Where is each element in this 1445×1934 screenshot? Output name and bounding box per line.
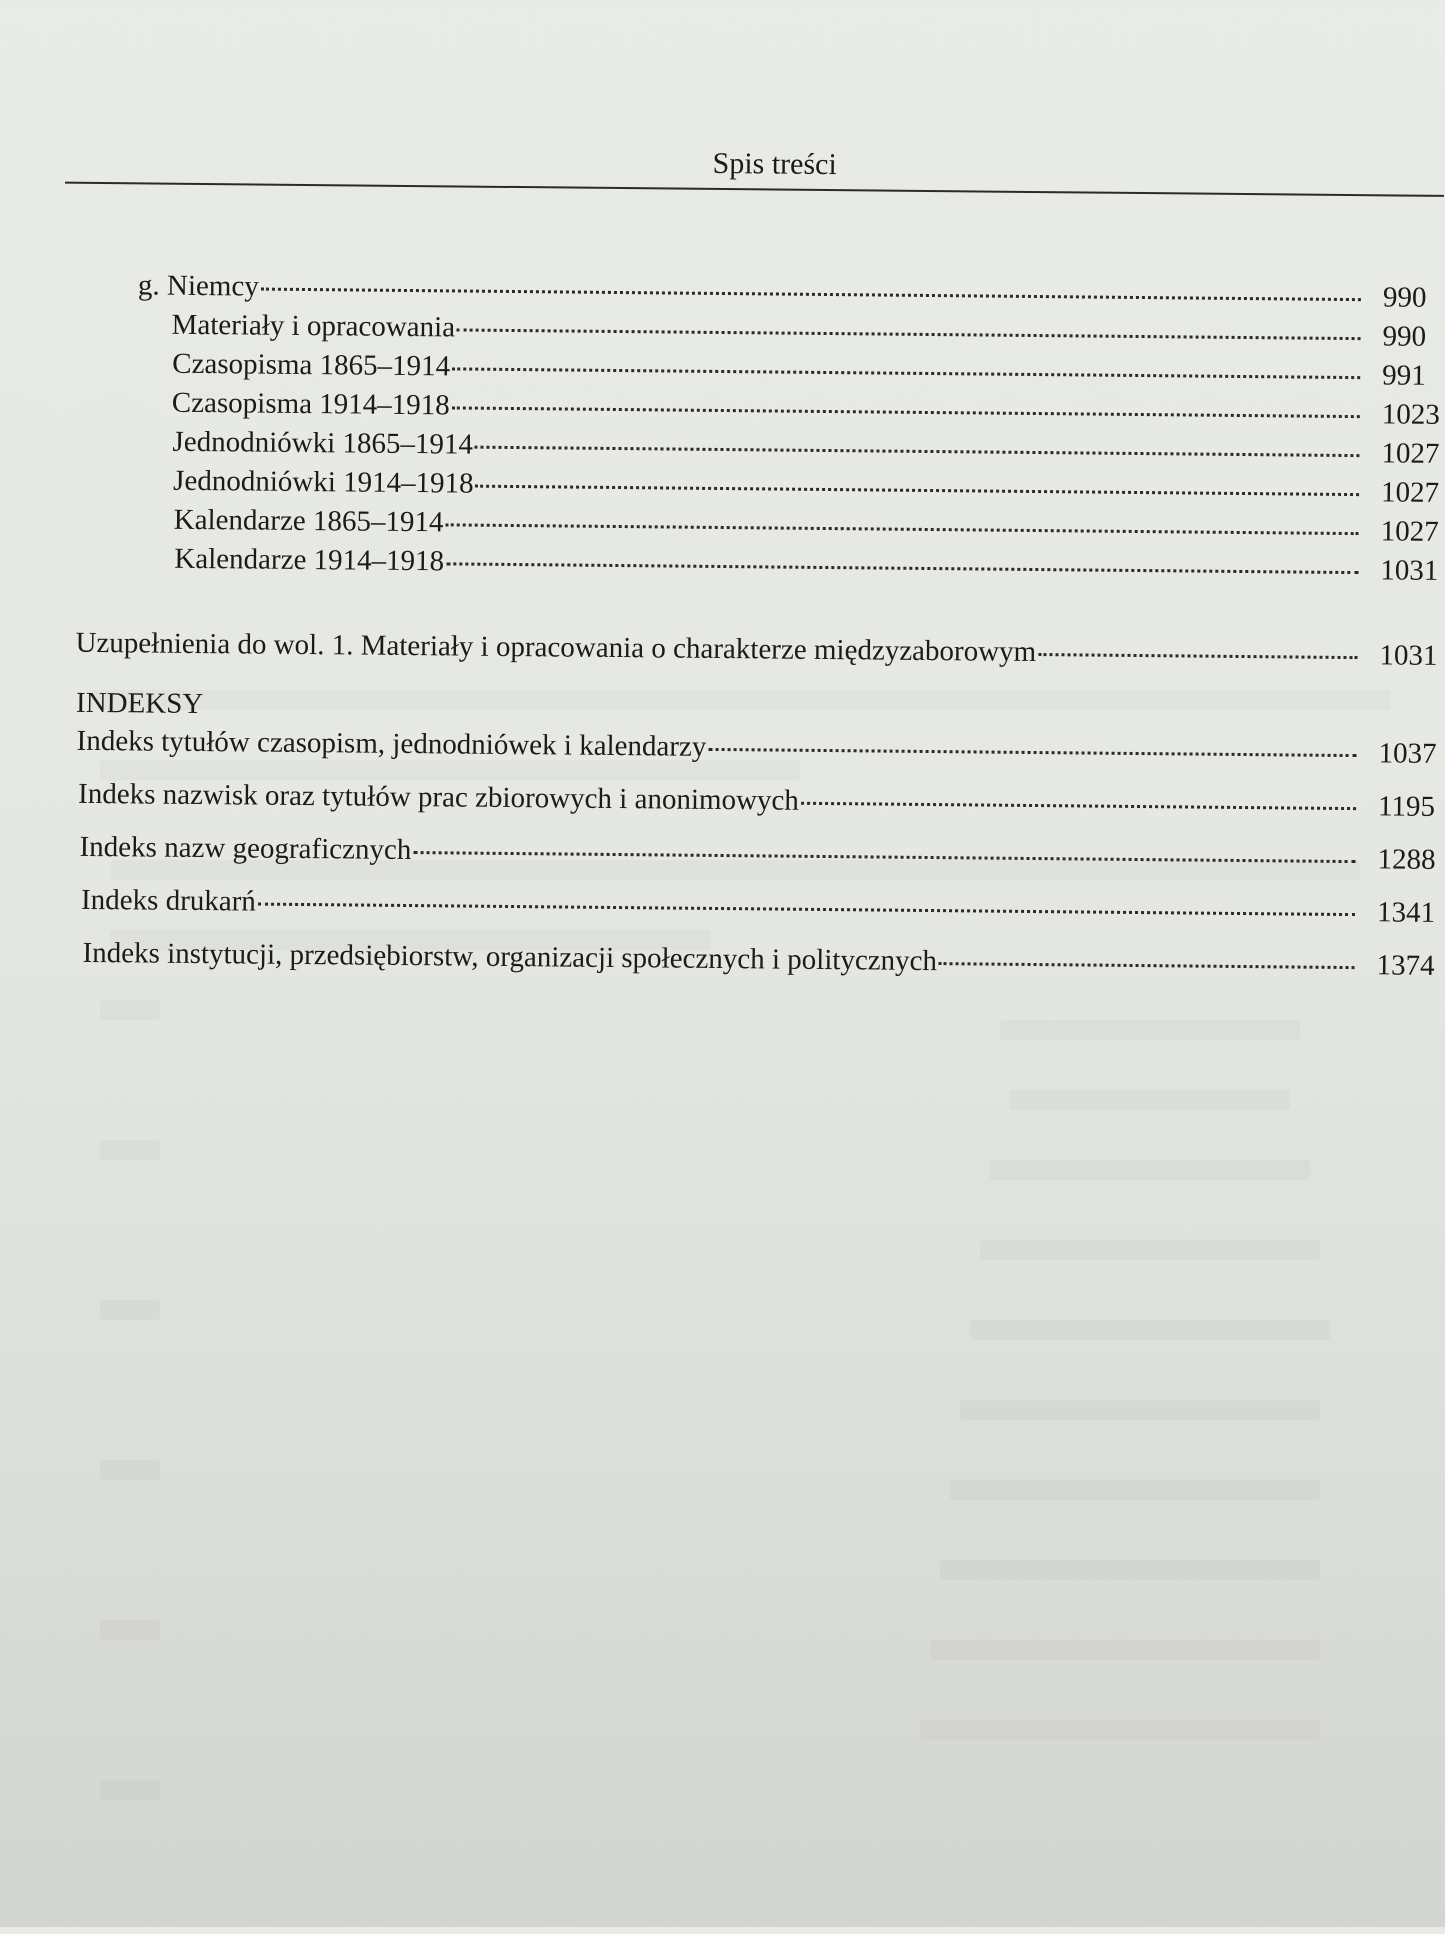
toc-entry-page: 1374 [1376,949,1435,982]
toc-entry-title: Jednodniówki 1865–1914 [172,425,474,461]
dot-leader [261,288,1361,302]
dot-leader [476,485,1360,496]
running-head: Spis treści [712,146,837,182]
toc-entry-title: Indeks instytucji, przedsiębiorstw, organizacji społecznych i politycznych [82,936,938,978]
dot-leader [452,406,1360,418]
dot-leader [1038,653,1357,659]
indexes-heading: INDEKSY [75,686,204,721]
dot-leader [939,962,1355,969]
toc-entry-page: 1288 [1377,843,1436,876]
dot-leader [801,802,1356,810]
toc-entry-page: 990 [1382,281,1427,314]
toc-entry-title: Kalendarze 1914–1918 [174,542,445,578]
dot-leader [258,903,1355,917]
toc-entry-title: Czasopisma 1865–1914 [172,347,451,383]
toc-entry-title: Indeks nazw geograficznych [79,830,412,867]
toc-entry-page: 1027 [1380,515,1439,548]
toc-entry-title: Uzupełnienia do wol. 1. Materiały i opracowania o charakterze międzyzaborowym [75,626,1037,669]
toc-entry-index-printers [81,881,1435,932]
toc-entry-title: Jednodniówki 1914–1918 [172,464,474,500]
dot-leader [708,748,1356,757]
toc-entry-page: 1031 [1380,554,1439,587]
toc-entry-index-titles [76,722,1436,773]
toc-entry-title: Indeks drukarń [80,883,257,918]
toc-entry-title: Kalendarze 1865–1914 [173,503,444,539]
toc-entry-title: Materiały i opracowania [171,308,456,344]
toc-entry-page: 1027 [1380,476,1440,509]
toc-entry-title: Indeks tytułów czasopism, jednodniówek i kalendarzy [76,724,707,763]
dot-leader [457,328,1361,340]
toc-entry-page: 1031 [1379,639,1438,672]
toc-entry-index-institutions [82,934,1434,985]
toc-entry-page: 1195 [1377,790,1436,823]
dot-leader [452,367,1360,379]
dot-leader [475,446,1360,457]
dot-leader [446,562,1358,574]
toc-entry-page: 1341 [1376,896,1436,929]
toc-entry-page: 1023 [1381,398,1440,431]
toc-entry-title: Indeks nazwisk oraz tytułów prac zbiorowych i anonimowych [77,777,800,817]
dot-leader [445,523,1358,535]
toc-entry-page: 990 [1382,320,1427,353]
toc-entry-index-geographic [79,828,1435,879]
toc-entry-page: 1027 [1381,437,1440,470]
dot-leader [413,851,1355,863]
toc-entry-index-names [78,775,1436,826]
toc-entry-page: 1037 [1378,737,1437,770]
toc-entry-title: g. Niemcy [137,269,259,303]
toc-entry-page: 991 [1382,359,1426,392]
toc-entry-title: Czasopisma 1914–1918 [171,386,450,422]
toc-entry-supplement [75,624,1437,675]
